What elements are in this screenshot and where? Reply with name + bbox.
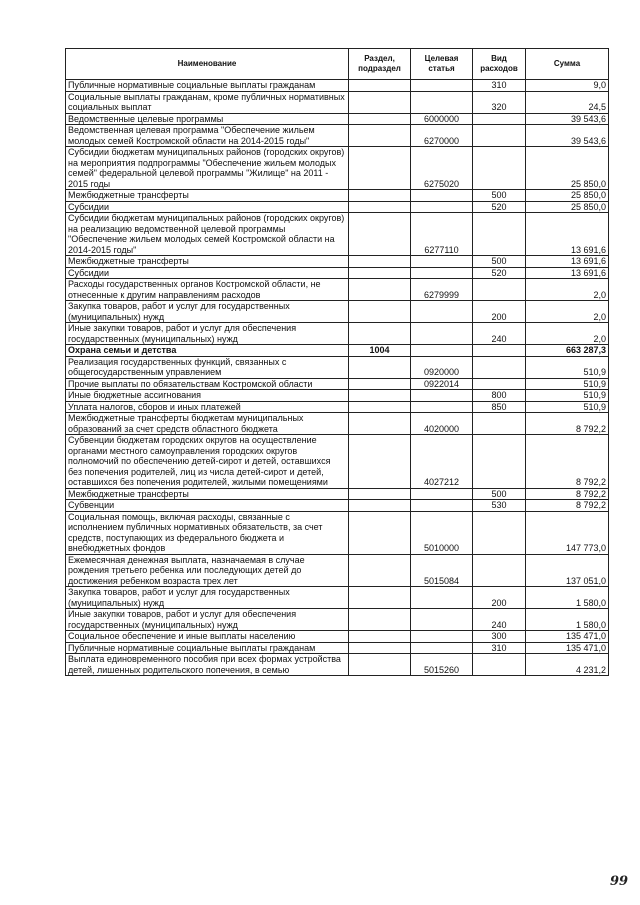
row-type: 530: [473, 500, 526, 512]
table-row: [66, 80, 609, 92]
row-target: [411, 91, 473, 113]
table-body: [66, 80, 609, 676]
row-target: 4020000: [411, 413, 473, 435]
row-type: [473, 213, 526, 256]
row-sum: 135 471,0: [526, 631, 609, 643]
row-sum: 4 231,2: [526, 654, 609, 676]
row-sum: 2,0: [526, 301, 609, 323]
row-type: [473, 435, 526, 489]
row-section: [349, 390, 411, 402]
row-section: [349, 609, 411, 631]
row-sum: 8 792,2: [526, 488, 609, 500]
row-type: [473, 113, 526, 125]
row-target: 5010000: [411, 511, 473, 554]
table-row: [66, 654, 609, 676]
table-row: [66, 345, 609, 357]
row-sum: 8 792,2: [526, 413, 609, 435]
row-type: 310: [473, 642, 526, 654]
row-sum: 13 691,6: [526, 267, 609, 279]
row-sum: 13 691,6: [526, 256, 609, 268]
row-target: [411, 256, 473, 268]
budget-table: [65, 48, 609, 676]
table-row: [66, 201, 609, 213]
row-target: [411, 345, 473, 357]
row-target: 6279999: [411, 279, 473, 301]
row-sum: 9,0: [526, 80, 609, 92]
row-target: [411, 80, 473, 92]
row-type: 240: [473, 609, 526, 631]
table-row: [66, 500, 609, 512]
row-name: Межбюджетные трансферты: [66, 190, 349, 202]
row-sum: 510,9: [526, 378, 609, 390]
row-target: [411, 488, 473, 500]
row-sum: 2,0: [526, 279, 609, 301]
row-target: 6275020: [411, 147, 473, 190]
row-section: [349, 323, 411, 345]
row-target: 4027212: [411, 435, 473, 489]
row-sum: 147 773,0: [526, 511, 609, 554]
table-row: [66, 554, 609, 587]
row-target: 5015260: [411, 654, 473, 676]
table-row: [66, 301, 609, 323]
table-row: [66, 401, 609, 413]
row-sum: 510,9: [526, 390, 609, 402]
row-name: Расходы государственных органов Костромской области, не отнесенные к другим направлениям расходов: [66, 279, 349, 301]
row-section: [349, 654, 411, 676]
row-name: Межбюджетные трансферты: [66, 256, 349, 268]
row-target: [411, 201, 473, 213]
table-row: [66, 435, 609, 489]
row-target: 0922014: [411, 378, 473, 390]
row-name: Социальная помощь, включая расходы, связанные с исполнением публичных нормативных обязательств, за счет средств, поступающих из федерального бюджета и внебюджетных фондов: [66, 511, 349, 554]
row-sum: 137 051,0: [526, 554, 609, 587]
row-name: Закупка товаров, работ и услуг для государственных (муниципальных) нужд: [66, 301, 349, 323]
row-section: [349, 511, 411, 554]
row-section: [349, 301, 411, 323]
row-sum: 25 850,0: [526, 190, 609, 202]
row-section: [349, 642, 411, 654]
row-type: [473, 554, 526, 587]
row-target: [411, 500, 473, 512]
row-type: 500: [473, 190, 526, 202]
row-target: [411, 267, 473, 279]
row-target: [411, 190, 473, 202]
row-name: Субсидии: [66, 267, 349, 279]
row-type: [473, 356, 526, 378]
row-sum: 39 543,6: [526, 125, 609, 147]
page-number: 99: [610, 874, 629, 889]
row-name: Прочие выплаты по обязательствам Костромской области: [66, 378, 349, 390]
row-section: [349, 378, 411, 390]
row-section: [349, 631, 411, 643]
row-name: Публичные нормативные социальные выплаты гражданам: [66, 80, 349, 92]
row-type: [473, 413, 526, 435]
row-name: Охрана семьи и детства: [66, 345, 349, 357]
row-sum: 25 850,0: [526, 147, 609, 190]
table-header-row: [66, 49, 609, 80]
row-name: Субвенции бюджетам городских округов на осуществление органами местного самоуправления городских округов полномочий по обеспечению детей-сирот и детей, оставшихся без попечения родителей, лиц из числа детей-сирот и детей, оставшихся без попечения родителей, жилыми помещениями: [66, 435, 349, 489]
table-row: [66, 113, 609, 125]
row-section: [349, 587, 411, 609]
table-row: [66, 267, 609, 279]
row-target: 6277110: [411, 213, 473, 256]
row-section: [349, 554, 411, 587]
row-name: Субсидии: [66, 201, 349, 213]
row-name: Социальные выплаты гражданам, кроме публичных нормативных социальных выплат: [66, 91, 349, 113]
row-sum: 25 850,0: [526, 201, 609, 213]
table-row: [66, 190, 609, 202]
row-sum: 2,0: [526, 323, 609, 345]
row-type: 520: [473, 201, 526, 213]
table-row: [66, 256, 609, 268]
row-name: Социальное обеспечение и иные выплаты населению: [66, 631, 349, 643]
row-target: 6000000: [411, 113, 473, 125]
row-section: [349, 256, 411, 268]
table-row: [66, 413, 609, 435]
row-type: 240: [473, 323, 526, 345]
header-section: Раздел, подраздел: [349, 49, 411, 80]
row-section: [349, 80, 411, 92]
row-name: Иные закупки товаров, работ и услуг для обеспечения государственных (муниципальных) нужд: [66, 323, 349, 345]
row-sum: 663 287,3: [526, 345, 609, 357]
row-type: [473, 654, 526, 676]
row-section: [349, 190, 411, 202]
row-type: 310: [473, 80, 526, 92]
row-type: 320: [473, 91, 526, 113]
table-row: [66, 323, 609, 345]
row-name: Реализация государственных функций, связанных с общегосударственным управлением: [66, 356, 349, 378]
table-row: [66, 488, 609, 500]
row-name: Иные бюджетные ассигнования: [66, 390, 349, 402]
row-type: [473, 279, 526, 301]
header-target: Целевая статья: [411, 49, 473, 80]
table-row: [66, 356, 609, 378]
table-row: [66, 91, 609, 113]
row-sum: 39 543,6: [526, 113, 609, 125]
row-section: [349, 147, 411, 190]
row-name: Субвенции: [66, 500, 349, 512]
row-sum: 510,9: [526, 401, 609, 413]
table-row: [66, 279, 609, 301]
row-type: [473, 147, 526, 190]
table-row: [66, 631, 609, 643]
row-section: [349, 113, 411, 125]
row-type: 800: [473, 390, 526, 402]
row-sum: 1 580,0: [526, 609, 609, 631]
row-target: [411, 587, 473, 609]
row-section: [349, 125, 411, 147]
row-type: 520: [473, 267, 526, 279]
row-target: [411, 642, 473, 654]
row-target: [411, 323, 473, 345]
row-section: [349, 279, 411, 301]
row-target: [411, 390, 473, 402]
row-target: 0920000: [411, 356, 473, 378]
table-row: [66, 587, 609, 609]
row-sum: 135 471,0: [526, 642, 609, 654]
row-name: Уплата налогов, сборов и иных платежей: [66, 401, 349, 413]
row-section: [349, 267, 411, 279]
row-name: Иные закупки товаров, работ и услуг для обеспечения государственных (муниципальных) нужд: [66, 609, 349, 631]
row-type: [473, 378, 526, 390]
row-sum: 510,9: [526, 356, 609, 378]
row-sum: 8 792,2: [526, 500, 609, 512]
row-name: Ежемесячная денежная выплата, назначаемая в случае рождения третьего ребенка или последующих детей до достижения ребенком возраста трех лет: [66, 554, 349, 587]
row-section: 1004: [349, 345, 411, 357]
row-sum: 24,5: [526, 91, 609, 113]
row-sum: 13 691,6: [526, 213, 609, 256]
row-target: 5015084: [411, 554, 473, 587]
row-type: 200: [473, 301, 526, 323]
row-name: Закупка товаров, работ и услуг для государственных (муниципальных) нужд: [66, 587, 349, 609]
row-section: [349, 500, 411, 512]
header-type: Вид расходов: [473, 49, 526, 80]
row-type: 300: [473, 631, 526, 643]
row-type: 200: [473, 587, 526, 609]
row-target: [411, 401, 473, 413]
row-section: [349, 91, 411, 113]
row-name: Ведомственные целевые программы: [66, 113, 349, 125]
row-type: [473, 125, 526, 147]
row-type: 850: [473, 401, 526, 413]
row-name: Субсидии бюджетам муниципальных районов (городских округов) на реализацию ведомственной целевой программы "Обеспечение жильем молодых семей Костромской области на 2014-2015 годы": [66, 213, 349, 256]
row-target: [411, 609, 473, 631]
table-row: [66, 642, 609, 654]
table-row: [66, 147, 609, 190]
row-target: 6270000: [411, 125, 473, 147]
row-section: [349, 488, 411, 500]
table-row: [66, 213, 609, 256]
table-row: [66, 511, 609, 554]
table-row: [66, 125, 609, 147]
row-name: Публичные нормативные социальные выплаты гражданам: [66, 642, 349, 654]
row-section: [349, 435, 411, 489]
row-name: Межбюджетные трансферты: [66, 488, 349, 500]
row-type: [473, 511, 526, 554]
row-type: [473, 345, 526, 357]
row-section: [349, 356, 411, 378]
row-sum: 1 580,0: [526, 587, 609, 609]
row-type: 500: [473, 256, 526, 268]
header-name: Наименование: [66, 49, 349, 80]
row-name: Межбюджетные трансферты бюджетам муниципальных образований за счет средств областного бюджета: [66, 413, 349, 435]
row-name: Ведомственная целевая программа "Обеспечение жильем молодых семей Костромской области на 2014-2015 годы": [66, 125, 349, 147]
row-section: [349, 213, 411, 256]
row-section: [349, 413, 411, 435]
row-sum: 8 792,2: [526, 435, 609, 489]
row-name: Субсидии бюджетам муниципальных районов (городских округов) на мероприятия подпрограммы "Обеспечение жильем молодых семей" федеральной целевой программы "Жилище" на 2011 - 2015 годы: [66, 147, 349, 190]
row-type: 500: [473, 488, 526, 500]
row-target: [411, 301, 473, 323]
table-row: [66, 609, 609, 631]
header-sum: Сумма: [526, 49, 609, 80]
table-row: [66, 378, 609, 390]
row-name: Выплата единовременного пособия при всех формах устройства детей, лишенных родительского попечения, в семью: [66, 654, 349, 676]
row-section: [349, 401, 411, 413]
row-target: [411, 631, 473, 643]
row-section: [349, 201, 411, 213]
table-row: [66, 390, 609, 402]
